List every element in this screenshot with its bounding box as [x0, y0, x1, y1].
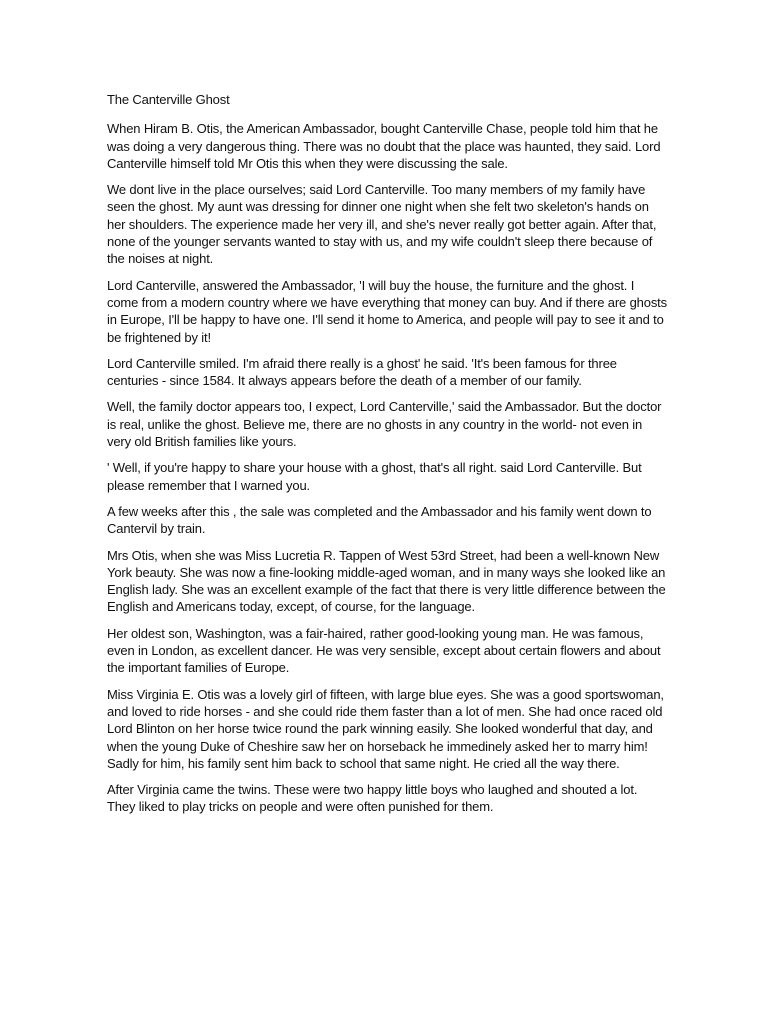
paragraph-3: Lord Canterville, answered the Ambassador, 'I will buy the house, the furniture and the ghost. I come from a modern country where we have everything that money can buy. And if there are ghosts in Europe, I'll be happy to have one. I'll send it home to America, and people will pay to see it and to be frightened by it! — [107, 277, 667, 345]
paragraph-10: Miss Virginia E. Otis was a lovely girl of fifteen, with large blue eyes. She was a good sportswoman, and loved to ride horses - and she could ride them faster than a lot of men. She had once raced old Lord Blinton on her horse twice round the park winning easily. She looked wonderful that day, and when the young Duke of Cheshire saw her on horseback he immedinely asked her to marry him! Sadly for him, his family sent him back to school that same night. He cried all the way there. — [107, 686, 664, 771]
document-page — [107, 91, 667, 825]
paragraph-1: When Hiram B. Otis, the American Ambassador, bought Canterville Chase, people told him that he was doing a very dangerous thing. There was no doubt that the place was haunted, they said. Lord Canterville himself told Mr Otis this when they were discussing the sale. — [107, 121, 661, 171]
paragraph-6: ' Well, if you're happy to share your house with a ghost, that's all right. said Lord Canterville. But please remember that I warned you. — [107, 460, 642, 493]
paragraph-4: Lord Canterville smiled. I'm afraid there really is a ghost' he said. 'It's been famous for three centuries - since 1584. It always appears before the death of a member of our family. — [107, 355, 617, 389]
paragraph-8: Mrs Otis, when she was Miss Lucretia R. Tappen of West 53rd Street, had been a well-known New York beauty. She was now a fine-looking middle-aged woman, and in many ways she looked like an English lady. She was an excellent example of the fact that there is very little difference between the English and Americans today, except, of course, for the language. — [107, 547, 666, 615]
paragraph-2: We dont live in the place ourselves; said Lord Canterville. Too many members of my family have seen the ghost. My aunt was dressing for dinner one night when she felt two skeleton's hands on her shoulders. The experience made her very ill, and she's never really got better again. After that, none of the younger servants wanted to stay with us, and my wife couldn't sleep there because of the noises at night. — [107, 182, 657, 267]
paragraph-9: Her oldest son, Washington, was a fair-haired, rather good-looking young man. He was famous, even in London, as excellent dancer. He was very sensible, except about certain flowers and about the important families of Europe. — [107, 625, 661, 676]
paragraph-11: After Virginia came the twins. These were two happy little boys who laughed and shouted a lot. They liked to play tricks on people and were often punished for them. — [107, 782, 638, 815]
paragraph-5: Well, the family doctor appears too, I expect, Lord Canterville,' said the Ambassador. But the doctor is real, unlike the ghost. Believe me, there are no ghosts in any country in the world- not even in very old British families like yours. — [107, 399, 662, 450]
document-title: The Canterville Ghost — [107, 92, 230, 107]
paragraph-7: A few weeks after this , the sale was completed and the Ambassador and his family went down to Cantervil by train. — [107, 503, 652, 537]
